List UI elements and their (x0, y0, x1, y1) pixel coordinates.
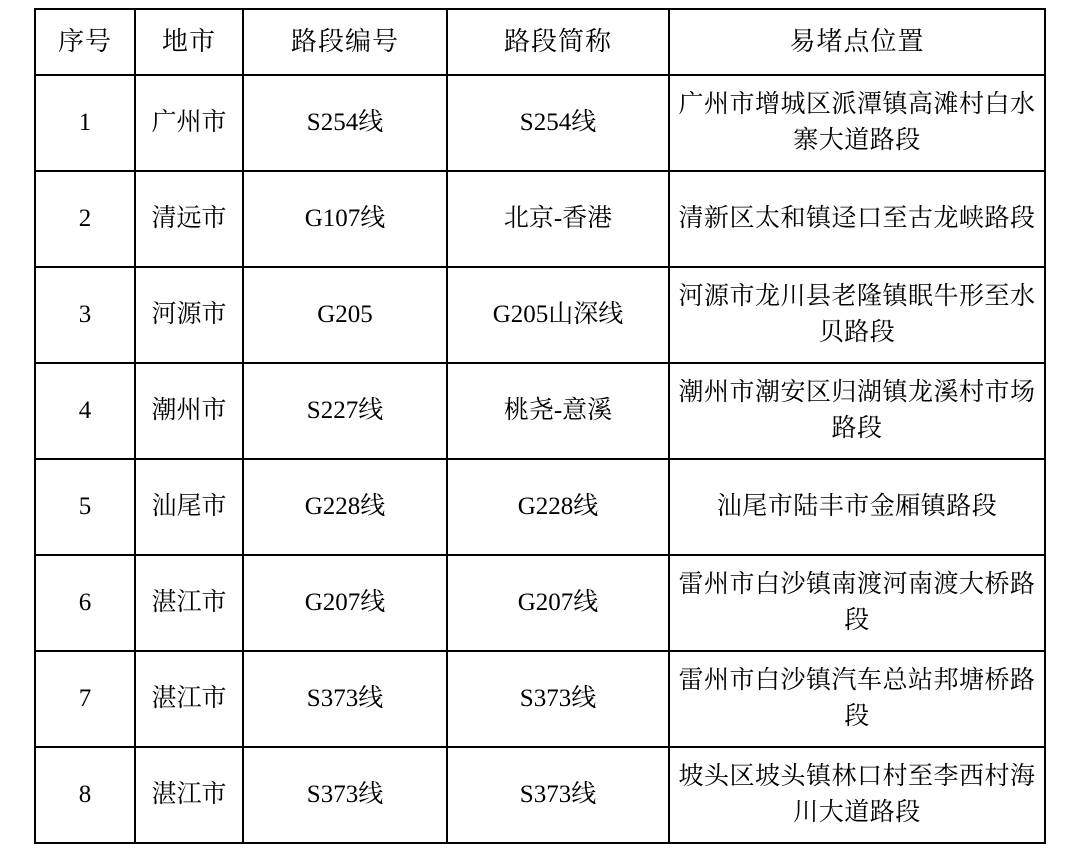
cell-no: 2 (35, 171, 135, 267)
cell-code: S254线 (243, 75, 447, 171)
cell-code: G228线 (243, 459, 447, 555)
cell-city: 湛江市 (135, 747, 243, 843)
cell-code: S373线 (243, 651, 447, 747)
cell-short-name: S373线 (447, 747, 669, 843)
table-row (35, 75, 1045, 171)
table-row (35, 459, 1045, 555)
table-row (35, 363, 1045, 459)
table-row (35, 171, 1045, 267)
column-header-city: 地市 (135, 9, 243, 75)
cell-city: 广州市 (135, 75, 243, 171)
cell-location: 雷州市白沙镇汽车总站邦塘桥路段 (669, 651, 1045, 747)
table-row (35, 651, 1045, 747)
column-header-location: 易堵点位置 (669, 9, 1045, 75)
cell-no: 6 (35, 555, 135, 651)
cell-city: 湛江市 (135, 651, 243, 747)
cell-short-name: G205山深线 (447, 267, 669, 363)
cell-city: 潮州市 (135, 363, 243, 459)
cell-location: 潮州市潮安区归湖镇龙溪村市场路段 (669, 363, 1045, 459)
cell-location: 雷州市白沙镇南渡河南渡大桥路段 (669, 555, 1045, 651)
cell-no: 5 (35, 459, 135, 555)
cell-location: 清新区太和镇迳口至古龙峡路段 (669, 171, 1045, 267)
table-row (35, 267, 1045, 363)
cell-short-name: S254线 (447, 75, 669, 171)
cell-short-name: G207线 (447, 555, 669, 651)
column-header-code: 路段编号 (243, 9, 447, 75)
column-header-short-name: 路段简称 (447, 9, 669, 75)
table-row (35, 555, 1045, 651)
cell-location: 汕尾市陆丰市金厢镇路段 (669, 459, 1045, 555)
cell-location: 广州市增城区派潭镇高滩村白水寨大道路段 (669, 75, 1045, 171)
cell-no: 4 (35, 363, 135, 459)
cell-short-name: S373线 (447, 651, 669, 747)
cell-code: S227线 (243, 363, 447, 459)
cell-no: 1 (35, 75, 135, 171)
cell-location: 坡头区坡头镇林口村至李西村海川大道路段 (669, 747, 1045, 843)
cell-city: 清远市 (135, 171, 243, 267)
cell-code: G207线 (243, 555, 447, 651)
cell-city: 河源市 (135, 267, 243, 363)
cell-short-name: 北京-香港 (447, 171, 669, 267)
cell-no: 8 (35, 747, 135, 843)
congestion-points-table (34, 8, 1046, 844)
column-header-no: 序号 (35, 9, 135, 75)
cell-short-name: G228线 (447, 459, 669, 555)
table-row (35, 747, 1045, 843)
cell-code: S373线 (243, 747, 447, 843)
cell-city: 汕尾市 (135, 459, 243, 555)
cell-no: 3 (35, 267, 135, 363)
cell-code: G107线 (243, 171, 447, 267)
cell-short-name: 桃尧-意溪 (447, 363, 669, 459)
cell-no: 7 (35, 651, 135, 747)
cell-location: 河源市龙川县老隆镇眠牛形至水贝路段 (669, 267, 1045, 363)
table-header (35, 9, 1045, 75)
table-header-row (35, 9, 1045, 75)
cell-city: 湛江市 (135, 555, 243, 651)
cell-code: G205 (243, 267, 447, 363)
table-body (35, 75, 1045, 843)
